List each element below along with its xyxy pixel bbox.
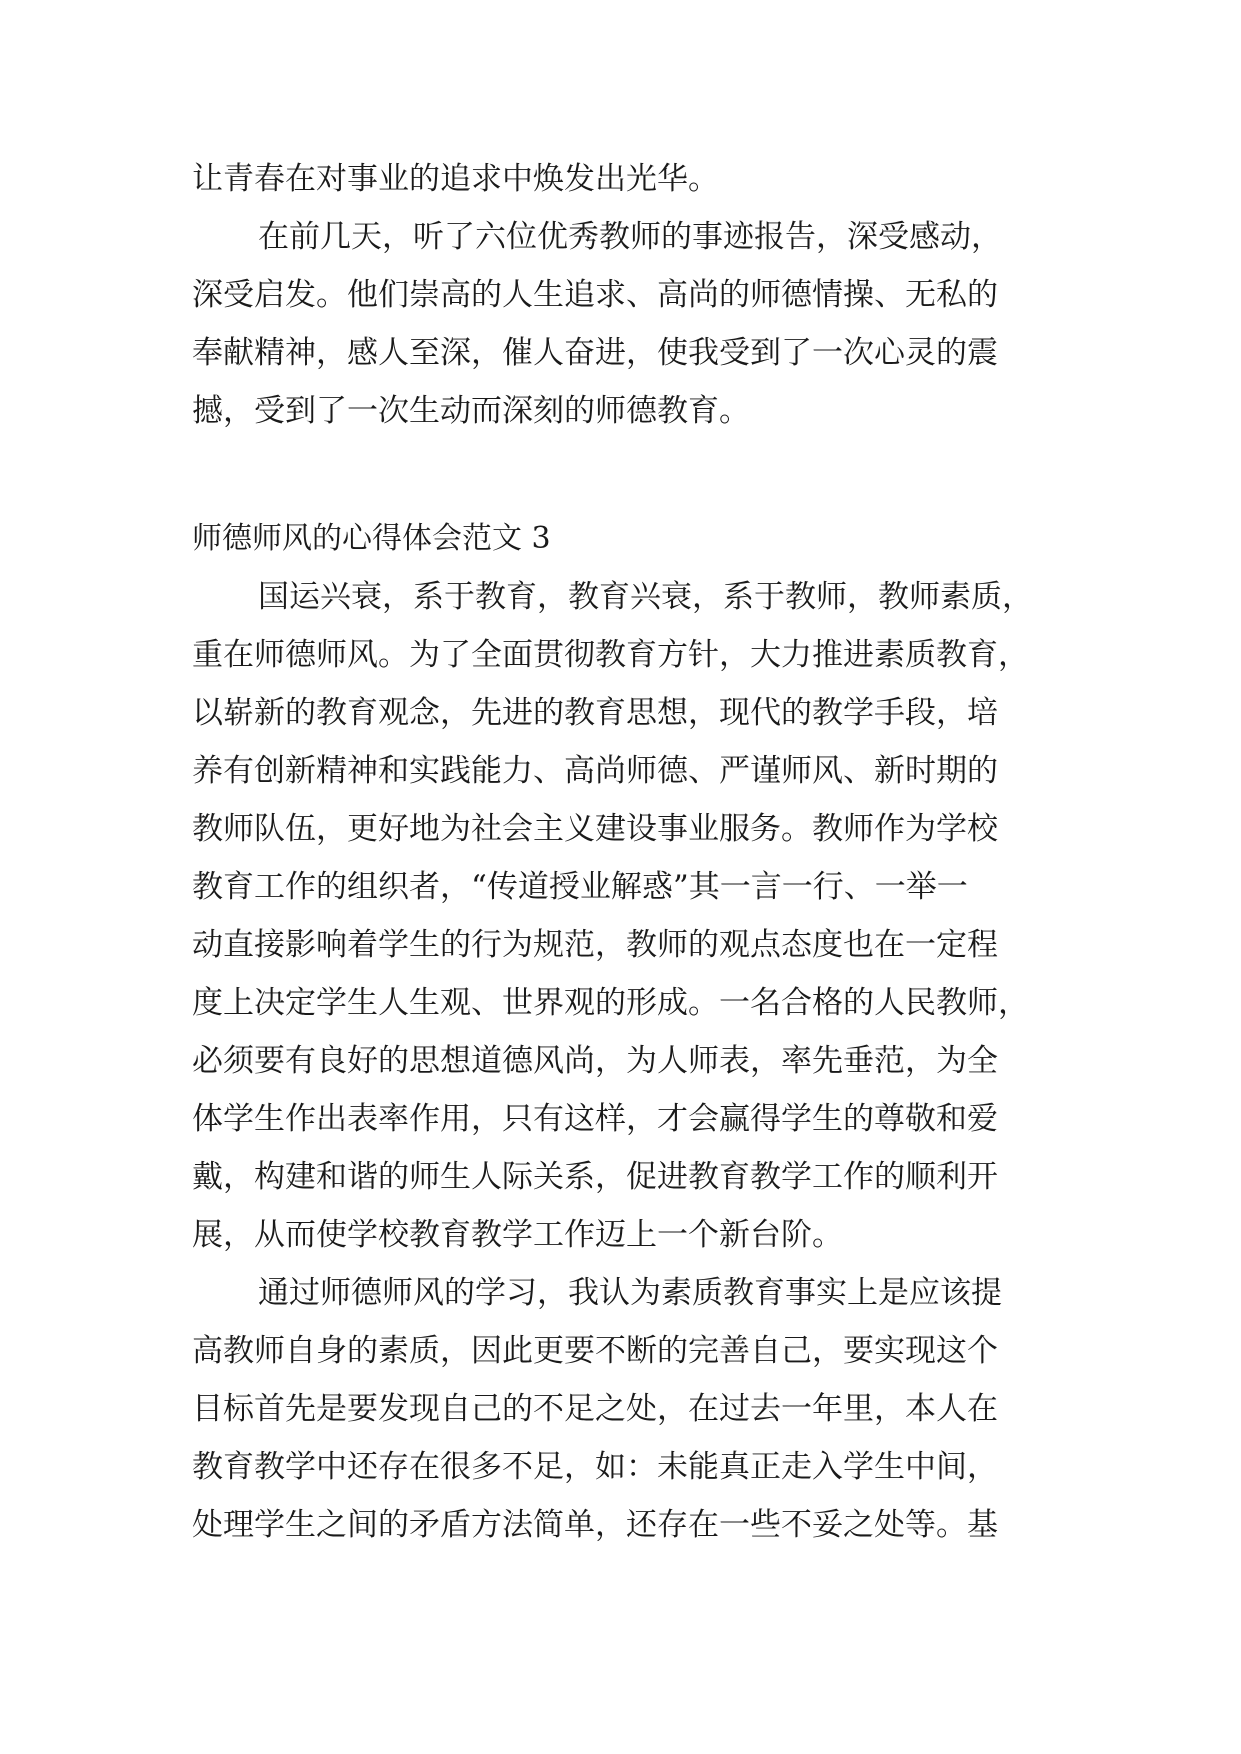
document-page xyxy=(192,150,1056,1554)
text-line: 深受启发。他们崇高的人生追求、高尚的师德情操、无私的 xyxy=(192,277,998,313)
text-line: 展，从而使学校教育教学工作迈上一个新台阶。 xyxy=(192,1217,843,1253)
text-line: 以崭新的教育观念，先进的教育思想，现代的教学手段，培 xyxy=(192,695,998,731)
paragraph-continuation xyxy=(192,150,1056,208)
text-line: 度上决定学生人生观、世界观的形成。一名合格的人民教师， xyxy=(192,985,1029,1021)
paragraph-education xyxy=(192,568,1056,1264)
text-line: 重在师德师风。为了全面贯彻教育方针，大力推进素质教育， xyxy=(192,637,1029,673)
text-line: 通过师德师风的学习，我认为素质教育事实上是应该提 xyxy=(258,1275,1002,1311)
section-spacer xyxy=(192,440,1056,510)
text-line: 在前几天，听了六位优秀教师的事迹报告，深受感动， xyxy=(258,219,1002,255)
text-line: 高教师自身的素质，因此更要不断的完善自己，要实现这个 xyxy=(192,1333,998,1369)
text-line: 体学生作出表率作用，只有这样，才会赢得学生的尊敬和爱 xyxy=(192,1101,998,1137)
text-line: 戴，构建和谐的师生人际关系，促进教育教学工作的顺利开 xyxy=(192,1159,998,1195)
text-line: 养有创新精神和实践能力、高尚师德、严谨师风、新时期的 xyxy=(192,753,998,789)
text-line: 撼，受到了一次生动而深刻的师德教育。 xyxy=(192,393,750,429)
text-line: 让青春在对事业的追求中焕发出光华。 xyxy=(192,161,719,197)
text-line: 动直接影响着学生的行为规范，教师的观点态度也在一定程 xyxy=(192,927,998,963)
text-line: 国运兴衰，系于教育，教育兴衰，系于教师，教师素质， xyxy=(258,579,1033,615)
text-line: 教育教学中还存在很多不足，如：未能真正走入学生中间， xyxy=(192,1449,998,1485)
text-line: 教师队伍，更好地为社会主义建设事业服务。教师作为学校 xyxy=(192,811,998,847)
paragraph-listening-report xyxy=(192,208,1056,440)
section-heading: 师德师风的心得体会范文 3 xyxy=(192,521,551,556)
text-line: 必须要有良好的思想道德风尚，为人师表，率先垂范，为全 xyxy=(192,1043,998,1079)
text-line: 教育工作的组织者，“传道授业解惑”其一言一行、一举一 xyxy=(192,869,968,905)
text-line: 处理学生之间的矛盾方法简单，还存在一些不妥之处等。基 xyxy=(192,1507,998,1543)
paragraph-self-reflection xyxy=(192,1264,1056,1554)
text-line: 目标首先是要发现自己的不足之处，在过去一年里，本人在 xyxy=(192,1391,998,1427)
text-line: 奉献精神，感人至深，催人奋进，使我受到了一次心灵的震 xyxy=(192,335,998,371)
